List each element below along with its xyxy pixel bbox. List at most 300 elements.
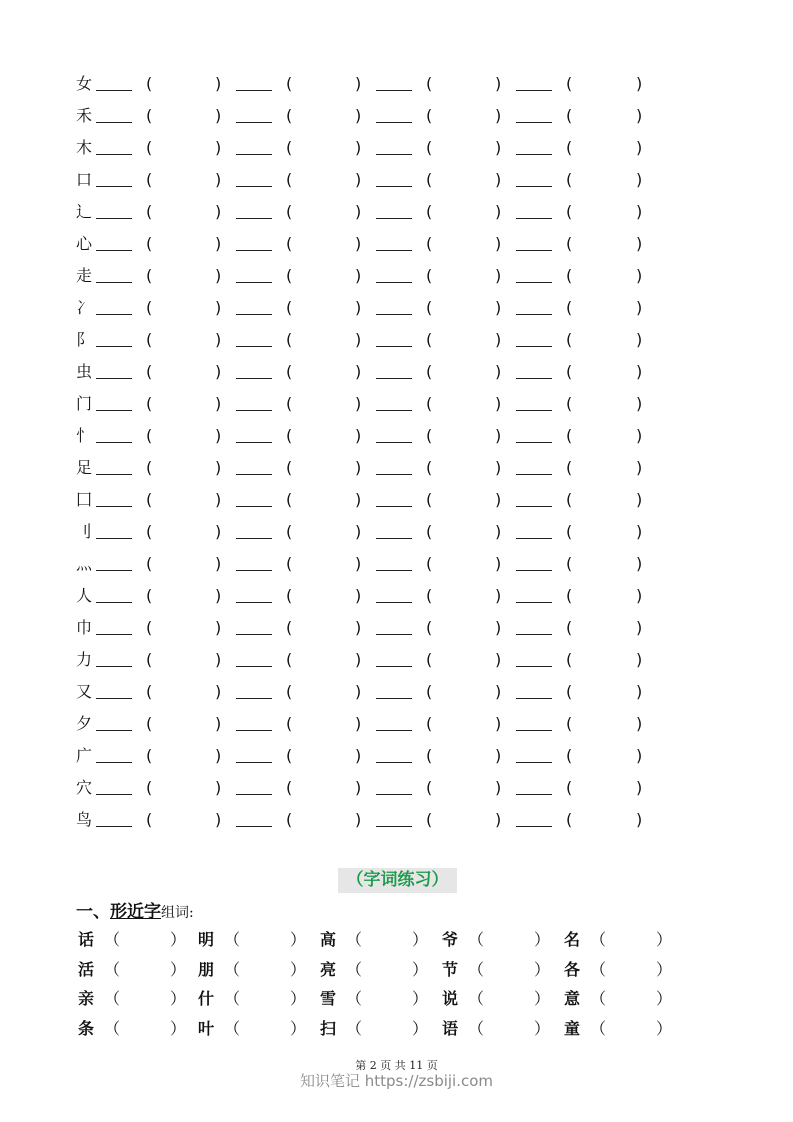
paren-close: ) [215,458,222,477]
question-keyword: 形近字 [110,902,161,922]
paren-close: ) [355,586,362,605]
paren-open: ( [426,74,433,93]
paren-open: ( [566,266,573,285]
answer-blank[interactable] [376,602,412,603]
paren-open: ( [146,810,153,829]
answer-blank[interactable] [96,730,132,731]
answer-blank[interactable] [516,826,552,827]
grid-paren-close: ） [656,1018,673,1038]
paren-open: ( [286,426,293,445]
paren-close: ) [215,170,222,189]
answer-blank[interactable] [376,794,412,795]
paren-open: ( [426,714,433,733]
answer-blank[interactable] [96,698,132,699]
word-char: 节 [442,959,459,979]
answer-blank[interactable] [236,410,272,411]
answer-blank[interactable] [236,730,272,731]
grid-paren-open[interactable]: （ [590,989,607,1008]
answer-blank[interactable] [236,634,272,635]
grid-paren-open[interactable]: （ [104,959,121,979]
grid-paren-close: ） [412,1018,429,1038]
paren-open: ( [146,106,153,125]
grid-paren-close: ） [290,989,307,1008]
grid-paren-open[interactable]: （ [346,959,363,979]
paren-open: ( [146,490,153,509]
answer-blank[interactable] [516,442,552,443]
answer-blank[interactable] [516,538,552,539]
answer-blank[interactable] [376,250,412,251]
paren-close: ) [215,714,222,733]
paren-open: ( [146,778,153,797]
radical-char: 口 [76,170,93,189]
answer-blank[interactable] [96,346,132,347]
word-cell [442,959,564,981]
paren-open: ( [146,266,153,285]
grid-paren-open[interactable]: （ [468,959,485,979]
radical-row [0,104,793,128]
answer-blank[interactable] [96,154,132,155]
answer-blank[interactable] [376,314,412,315]
answer-blank[interactable] [376,122,412,123]
grid-paren-close: ） [656,989,673,1008]
paren-close: ) [495,522,502,541]
paren-close: ) [636,746,643,765]
answer-blank[interactable] [376,474,412,475]
answer-blank[interactable] [96,602,132,603]
answer-blank[interactable] [96,634,132,635]
word-char: 什 [198,989,215,1008]
word-cell [78,988,200,1010]
paren-close: ) [636,298,643,317]
answer-blank[interactable] [376,730,412,731]
word-char: 爷 [442,930,459,949]
paren-close: ) [215,682,222,701]
word-char: 名 [564,930,581,949]
paren-open: ( [286,586,293,605]
grid-paren-close: ） [534,930,551,949]
answer-blank[interactable] [236,282,272,283]
answer-blank[interactable] [236,602,272,603]
paren-open: ( [566,298,573,317]
paren-open: ( [566,170,573,189]
grid-paren-open[interactable]: （ [224,959,241,979]
paren-close: ) [636,682,643,701]
answer-blank[interactable] [96,90,132,91]
radical-row [0,328,793,352]
word-char: 叶 [198,1018,215,1038]
radical-row [0,520,793,544]
paren-open: ( [146,682,153,701]
paren-close: ) [636,202,643,221]
paren-close: ) [215,74,222,93]
grid-paren-open[interactable]: （ [468,1018,485,1038]
word-cell [198,1018,320,1040]
grid-paren-open[interactable]: （ [590,1018,607,1038]
paren-open: ( [426,234,433,253]
paren-close: ) [636,714,643,733]
paren-open: ( [286,618,293,637]
answer-blank[interactable] [516,250,552,251]
paren-open: ( [146,650,153,669]
word-char: 明 [198,930,215,949]
answer-blank[interactable] [236,698,272,699]
paren-close: ) [215,426,222,445]
answer-blank[interactable] [516,666,552,667]
paren-close: ) [495,426,502,445]
paren-open: ( [566,330,573,349]
answer-blank[interactable] [96,762,132,763]
answer-blank[interactable] [236,378,272,379]
answer-blank[interactable] [236,442,272,443]
grid-paren-close: ） [170,1018,187,1038]
paren-open: ( [286,682,293,701]
answer-blank[interactable] [516,218,552,219]
grid-paren-close: ） [412,930,429,949]
paren-open: ( [566,106,573,125]
answer-blank[interactable] [236,538,272,539]
word-cell [564,988,686,1010]
answer-blank[interactable] [516,122,552,123]
answer-blank[interactable] [516,282,552,283]
word-cell [442,929,564,951]
radical-row [0,552,793,576]
word-char: 雪 [320,989,337,1008]
paren-open: ( [566,458,573,477]
answer-blank[interactable] [96,506,132,507]
word-char: 说 [442,989,459,1008]
paren-open: ( [286,234,293,253]
paren-close: ) [355,362,362,381]
paren-open: ( [286,330,293,349]
answer-blank[interactable] [96,826,132,827]
answer-blank[interactable] [96,186,132,187]
paren-open: ( [426,298,433,317]
paren-close: ) [495,746,502,765]
radical-row [0,232,793,256]
page-number-footer: 第 2 页 共 11 页 [355,1059,438,1072]
radical-row [0,648,793,672]
answer-blank[interactable] [96,122,132,123]
radical-row [0,72,793,96]
paren-close: ) [495,362,502,381]
grid-paren-open[interactable]: （ [224,989,241,1008]
paren-close: ) [355,650,362,669]
answer-blank[interactable] [516,378,552,379]
word-cell [442,988,564,1010]
answer-blank[interactable] [376,186,412,187]
paren-close: ) [636,74,643,93]
paren-open: ( [146,138,153,157]
answer-blank[interactable] [236,570,272,571]
answer-blank[interactable] [376,154,412,155]
paren-open: ( [146,330,153,349]
answer-blank[interactable] [96,538,132,539]
answer-blank[interactable] [376,762,412,763]
grid-paren-open[interactable]: （ [346,1018,363,1038]
answer-blank[interactable] [376,634,412,635]
paren-close: ) [355,426,362,445]
answer-blank[interactable] [516,634,552,635]
paren-open: ( [146,362,153,381]
radical-row [0,488,793,512]
radical-row [0,264,793,288]
paren-open: ( [426,362,433,381]
paren-close: ) [636,522,643,541]
grid-paren-open[interactable]: （ [104,989,121,1008]
answer-blank[interactable] [516,474,552,475]
radical-row [0,616,793,640]
word-cell [320,929,442,951]
grid-paren-open[interactable]: （ [346,930,363,949]
radical-row [0,136,793,160]
word-char: 朋 [198,959,215,979]
paren-close: ) [215,138,222,157]
paren-open: ( [286,650,293,669]
answer-blank[interactable] [516,186,552,187]
paren-open: ( [426,170,433,189]
paren-open: ( [426,682,433,701]
paren-close: ) [215,650,222,669]
paren-open: ( [146,202,153,221]
grid-paren-open[interactable]: （ [104,1018,121,1038]
radical-char: 阝 [76,330,93,349]
paren-close: ) [495,202,502,221]
answer-blank[interactable] [96,218,132,219]
question-1-heading [76,901,194,924]
answer-blank[interactable] [376,346,412,347]
paren-close: ) [215,746,222,765]
answer-blank[interactable] [96,250,132,251]
answer-blank[interactable] [516,154,552,155]
paren-open: ( [426,426,433,445]
paren-close: ) [636,490,643,509]
paren-open: ( [286,778,293,797]
paren-open: ( [566,682,573,701]
answer-blank[interactable] [236,474,272,475]
paren-close: ) [355,170,362,189]
paren-open: ( [286,810,293,829]
paren-close: ) [495,618,502,637]
grid-paren-close: ） [290,959,307,979]
answer-blank[interactable] [96,570,132,571]
paren-open: ( [426,810,433,829]
radical-char: 鸟 [76,810,93,829]
paren-close: ) [636,650,643,669]
paren-open: ( [566,650,573,669]
radical-row [0,168,793,192]
radical-char: 人 [76,586,93,605]
answer-blank[interactable] [236,826,272,827]
answer-blank[interactable] [96,410,132,411]
answer-blank[interactable] [236,250,272,251]
paren-close: ) [355,394,362,413]
paren-open: ( [566,554,573,573]
paren-close: ) [636,266,643,285]
word-char: 活 [78,959,95,979]
answer-blank[interactable] [96,666,132,667]
grid-paren-open[interactable]: （ [224,1018,241,1038]
radical-row [0,456,793,480]
answer-blank[interactable] [516,794,552,795]
paren-open: ( [566,234,573,253]
radical-char: 门 [76,394,93,413]
paren-open: ( [286,362,293,381]
paren-close: ) [215,810,222,829]
answer-blank[interactable] [516,410,552,411]
paren-close: ) [636,170,643,189]
paren-open: ( [566,394,573,413]
answer-blank[interactable] [236,346,272,347]
radical-char: 禾 [76,106,93,125]
word-cell [564,929,686,951]
grid-paren-open[interactable]: （ [590,959,607,979]
paren-open: ( [566,714,573,733]
answer-blank[interactable] [376,282,412,283]
word-cell [320,959,442,981]
word-char: 高 [320,930,337,949]
answer-blank[interactable] [376,410,412,411]
answer-blank[interactable] [96,794,132,795]
answer-blank[interactable] [516,602,552,603]
answer-blank[interactable] [376,218,412,219]
radical-row [0,808,793,832]
paren-close: ) [215,618,222,637]
paren-close: ) [355,554,362,573]
paren-close: ) [215,490,222,509]
paren-close: ) [495,330,502,349]
answer-blank[interactable] [376,378,412,379]
answer-blank[interactable] [96,282,132,283]
answer-blank[interactable] [236,762,272,763]
question-suffix: 组词: [161,905,194,921]
paren-open: ( [566,74,573,93]
radical-row [0,200,793,224]
word-char: 话 [78,930,95,949]
word-cell [564,959,686,981]
answer-blank[interactable] [96,474,132,475]
word-char: 条 [78,1018,95,1038]
paren-close: ) [355,490,362,509]
answer-blank[interactable] [236,122,272,123]
answer-blank[interactable] [376,698,412,699]
grid-paren-open[interactable]: （ [224,930,241,949]
radical-char: 冫 [76,298,93,317]
answer-blank[interactable] [376,506,412,507]
paren-close: ) [215,554,222,573]
paren-open: ( [426,618,433,637]
answer-blank[interactable] [96,442,132,443]
paren-open: ( [566,778,573,797]
paren-open: ( [566,618,573,637]
answer-blank[interactable] [236,314,272,315]
paren-close: ) [636,394,643,413]
grid-paren-close: ） [412,989,429,1008]
paren-close: ) [495,490,502,509]
paren-close: ) [636,458,643,477]
answer-blank[interactable] [516,570,552,571]
paren-open: ( [426,650,433,669]
word-cell [320,1018,442,1040]
word-char: 亮 [320,959,337,979]
answer-blank[interactable] [376,538,412,539]
answer-blank[interactable] [516,762,552,763]
paren-open: ( [146,394,153,413]
paren-close: ) [355,618,362,637]
word-cell [198,959,320,981]
answer-blank[interactable] [516,90,552,91]
answer-blank[interactable] [236,506,272,507]
answer-blank[interactable] [516,314,552,315]
paren-open: ( [286,554,293,573]
answer-blank[interactable] [376,442,412,443]
radical-char: 虫 [76,362,93,381]
answer-blank[interactable] [236,218,272,219]
paren-open: ( [566,746,573,765]
question-number: 一、 [76,902,110,922]
paren-open: ( [286,490,293,509]
answer-blank[interactable] [236,666,272,667]
paren-close: ) [495,682,502,701]
paren-close: ) [636,138,643,157]
grid-paren-close: ） [534,1018,551,1038]
paren-close: ) [636,426,643,445]
paren-open: ( [146,298,153,317]
answer-blank[interactable] [236,90,272,91]
paren-open: ( [146,522,153,541]
paren-close: ) [215,394,222,413]
grid-paren-open[interactable]: （ [346,989,363,1008]
grid-paren-close: ） [656,930,673,949]
answer-blank[interactable] [236,794,272,795]
paren-open: ( [286,714,293,733]
answer-blank[interactable] [376,570,412,571]
answer-blank[interactable] [236,186,272,187]
word-char: 各 [564,959,581,979]
grid-paren-open[interactable]: （ [468,989,485,1008]
answer-blank[interactable] [516,346,552,347]
paren-close: ) [355,234,362,253]
radical-char: 巾 [76,618,93,637]
grid-paren-close: ） [534,959,551,979]
grid-paren-open[interactable]: （ [590,930,607,949]
radical-row [0,360,793,384]
answer-blank[interactable] [376,666,412,667]
paren-close: ) [495,394,502,413]
word-cell [320,988,442,1010]
grid-paren-open[interactable]: （ [104,930,121,949]
word-cell [564,1018,686,1040]
answer-blank[interactable] [96,378,132,379]
answer-blank[interactable] [236,154,272,155]
answer-blank[interactable] [516,698,552,699]
answer-blank[interactable] [376,90,412,91]
paren-close: ) [636,778,643,797]
answer-blank[interactable] [516,506,552,507]
paren-open: ( [426,266,433,285]
grid-paren-open[interactable]: （ [468,930,485,949]
answer-blank[interactable] [96,314,132,315]
paren-close: ) [355,106,362,125]
answer-blank[interactable] [376,826,412,827]
radical-char: 木 [76,138,93,157]
paren-open: ( [566,490,573,509]
radical-char: 辶 [76,202,93,221]
paren-open: ( [426,138,433,157]
answer-blank[interactable] [516,730,552,731]
paren-close: ) [355,810,362,829]
paren-close: ) [355,746,362,765]
radical-char: 心 [76,234,93,253]
